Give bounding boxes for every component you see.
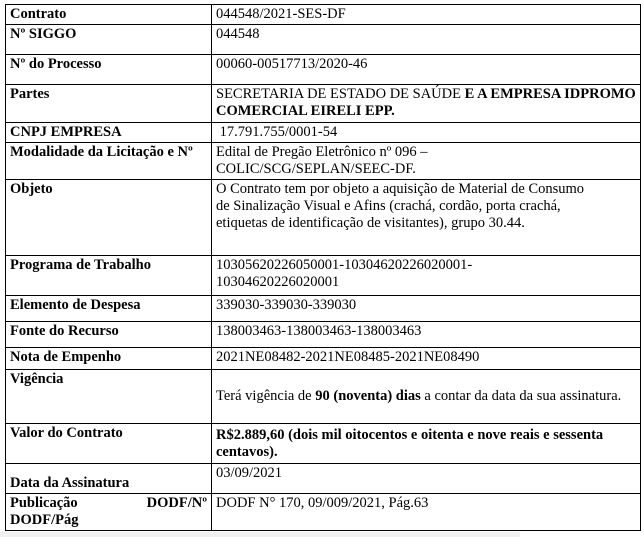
programa-line2: 10304620226020001 bbox=[216, 274, 340, 290]
label-vigencia: Vigência bbox=[6, 370, 212, 424]
label-fonte: Fonte do Recurso bbox=[6, 322, 212, 348]
publicacao-label-part1: Publicação bbox=[10, 495, 78, 511]
label-cnpj: CNPJ EMPRESA bbox=[6, 123, 212, 143]
table-row bbox=[6, 370, 641, 424]
vigencia-after: a contar da data da sua assinatura. bbox=[424, 388, 622, 404]
label-programa: Programa de Trabalho bbox=[6, 256, 212, 296]
objeto-line1: O Contrato tem por objeto a aquisição de Material de Consumo bbox=[216, 181, 585, 197]
label-modalidade: Modalidade da Licitação e Nº bbox=[6, 143, 212, 180]
value-cnpj bbox=[212, 123, 641, 143]
programa-line1: 10305620226050001-10304620226020001- bbox=[216, 257, 473, 273]
objeto-line3: etiquetas de identificação de visitantes), grupo 30.44. bbox=[216, 215, 525, 231]
label-elemento: Elemento de Despesa bbox=[6, 296, 212, 322]
table-row bbox=[6, 256, 641, 296]
modalidade-line2: COLIC/SCG/SEPLAN/SEEC-DF. bbox=[216, 161, 416, 177]
table-row bbox=[6, 55, 641, 85]
label-data-assinatura: Data da Assinatura bbox=[6, 464, 212, 494]
objeto-line2: de Sinalização Visual e Afins (crachá, cordão, porta crachá, bbox=[216, 198, 561, 214]
value-programa bbox=[212, 256, 641, 296]
contract-summary-table bbox=[5, 4, 641, 531]
label-partes: Partes bbox=[6, 85, 212, 123]
table-row bbox=[6, 123, 641, 143]
value-contrato: 044548/2021-SES-DF bbox=[212, 5, 641, 25]
value-processo: 00060-00517713/2020-46 bbox=[212, 55, 641, 85]
label-siggo: Nº SIGGO bbox=[6, 25, 212, 55]
partes-bold: E A EMPRESA IDPROMO COMERCIAL EIRELI EPP. bbox=[216, 86, 636, 119]
value-fonte: 138003463-138003463-138003463 bbox=[212, 322, 641, 348]
table-row bbox=[6, 25, 641, 55]
label-objeto: Objeto bbox=[6, 180, 212, 256]
label-processo: Nº do Processo bbox=[6, 55, 212, 85]
cnpj-number: 17.791.755/0001-54 bbox=[219, 124, 338, 140]
modalidade-line1: Edital de Pregão Eletrônico nº 096 – bbox=[216, 144, 428, 160]
partes-plain: SECRETARIA DE ESTADO DE SAÚDE bbox=[216, 86, 461, 102]
table-row bbox=[6, 180, 641, 256]
table-row bbox=[6, 494, 641, 531]
table-row bbox=[6, 296, 641, 322]
table-row bbox=[6, 348, 641, 370]
vigencia-bold: 90 (noventa) dias bbox=[315, 388, 421, 404]
table-row bbox=[6, 464, 641, 494]
table-row bbox=[6, 322, 641, 348]
value-objeto bbox=[212, 180, 641, 256]
publicacao-label-line2: DODF/Pág bbox=[10, 512, 79, 528]
vigencia-before: Terá vigência de bbox=[216, 388, 312, 404]
label-contrato: Contrato bbox=[6, 5, 212, 25]
value-modalidade bbox=[212, 143, 641, 180]
table-row bbox=[6, 85, 641, 123]
publicacao-label-part2: DODF/Nº bbox=[146, 495, 207, 511]
table-row bbox=[6, 5, 641, 25]
table-row bbox=[6, 143, 641, 180]
value-vigencia bbox=[212, 370, 641, 424]
value-valor: R$2.889,60 (dois mil oitocentos e oitenta e nove reais e sessenta centavos). bbox=[212, 424, 641, 464]
value-siggo: 044548 bbox=[212, 25, 641, 55]
bottom-strip bbox=[0, 532, 520, 537]
label-valor: Valor do Contrato bbox=[6, 424, 212, 464]
value-data-assinatura: 03/09/2021 bbox=[212, 464, 641, 494]
label-publicacao bbox=[6, 494, 212, 531]
value-elemento: 339030-339030-339030 bbox=[212, 296, 641, 322]
value-partes bbox=[212, 85, 641, 123]
publicacao-label-line1 bbox=[10, 495, 207, 512]
value-empenho: 2021NE08482-2021NE08485-2021NE08490 bbox=[212, 348, 641, 370]
value-publicacao: DODF N° 170, 09/009/2021, Pág.63 bbox=[212, 494, 641, 531]
table-row bbox=[6, 424, 641, 464]
label-empenho: Nota de Empenho bbox=[6, 348, 212, 370]
